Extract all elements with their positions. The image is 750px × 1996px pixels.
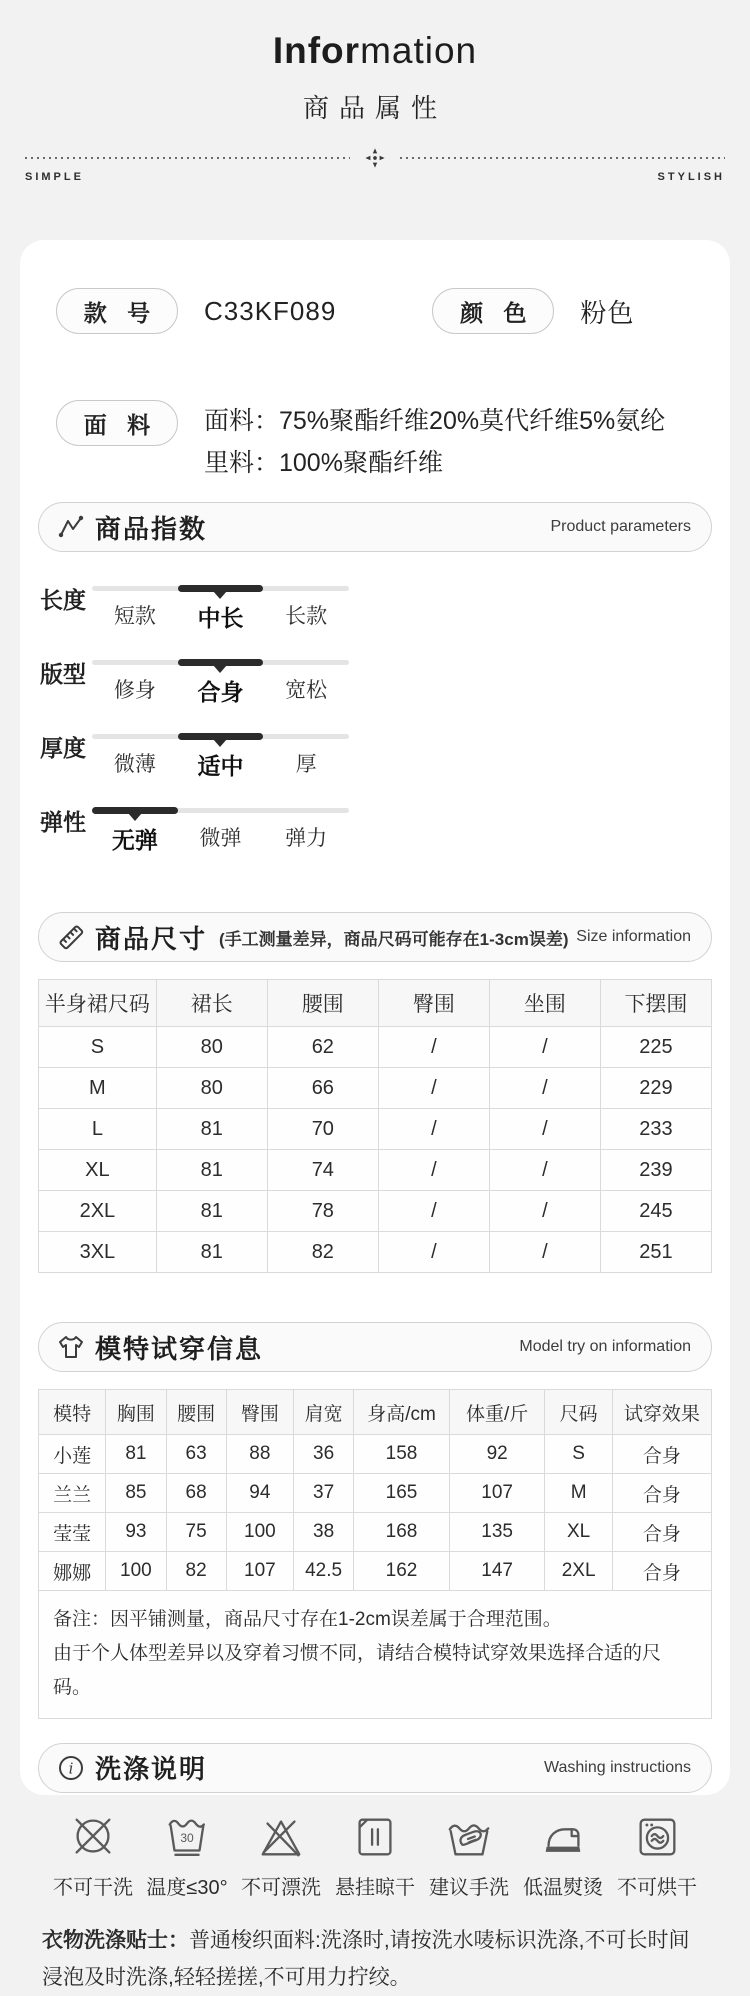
table-row <box>39 1068 712 1109</box>
fabric-pill: 面 料 <box>56 400 178 446</box>
product-parameters <box>38 576 712 855</box>
param-marker <box>213 665 227 673</box>
table-cell: 81 <box>156 1232 267 1273</box>
table-cell: 135 <box>449 1513 545 1552</box>
table-cell: S <box>545 1435 612 1474</box>
color-pill: 颜 色 <box>432 288 554 334</box>
column-header: 试穿效果 <box>612 1390 711 1435</box>
model-table <box>38 1389 712 1719</box>
ruler-icon <box>57 923 85 951</box>
table-cell: 74 <box>267 1150 378 1191</box>
table-cell: 莹莹 <box>39 1513 106 1552</box>
no-dry-clean-icon <box>67 1811 119 1863</box>
column-header: 模特 <box>39 1390 106 1435</box>
table-cell: 229 <box>600 1068 711 1109</box>
param-option: 厚 <box>295 753 317 776</box>
table-cell: 42.5 <box>294 1552 354 1591</box>
svg-text:30: 30 <box>180 1830 194 1845</box>
washing-tips <box>38 1922 712 1996</box>
section-en-model: Model try on information <box>519 1338 691 1355</box>
wash-item-no-tumble-dry <box>610 1811 704 1900</box>
table-cell: / <box>489 1068 600 1109</box>
param-label: 长度 <box>40 587 86 613</box>
param-label: 版型 <box>40 661 86 687</box>
dotted-line-right <box>400 157 725 159</box>
fabric-row <box>56 400 712 484</box>
wash-item-hang-dry <box>328 1811 422 1900</box>
table-cell: 239 <box>600 1150 711 1191</box>
table-cell: M <box>545 1474 612 1513</box>
title-light-part: mation <box>360 30 478 71</box>
column-header: 坐围 <box>489 980 600 1027</box>
table-header-row <box>39 980 712 1027</box>
table-cell: 小莲 <box>39 1435 106 1474</box>
column-header: 下摆围 <box>600 980 711 1027</box>
table-cell: 娜娜 <box>39 1552 106 1591</box>
param-label: 弹性 <box>40 809 86 835</box>
table-cell: 168 <box>354 1513 450 1552</box>
tshirt-icon <box>57 1333 85 1361</box>
table-cell: 62 <box>267 1027 378 1068</box>
zigzag-chart-icon <box>57 513 85 541</box>
table-cell: 合身 <box>612 1513 711 1552</box>
color-value: 粉色 <box>580 297 635 328</box>
table-cell: 兰兰 <box>39 1474 106 1513</box>
table-cell: 75 <box>166 1513 226 1552</box>
table-cell: / <box>378 1150 489 1191</box>
column-header: 半身裙尺码 <box>39 980 157 1027</box>
param-1 <box>40 650 349 707</box>
section-title-wash: 洗涤说明 <box>95 1754 208 1785</box>
column-header: 腰围 <box>166 1390 226 1435</box>
table-cell: / <box>489 1191 600 1232</box>
param-option: 长款 <box>285 605 328 628</box>
param-option: 合身 <box>197 679 244 705</box>
table-cell: 225 <box>600 1027 711 1068</box>
param-options <box>92 600 349 633</box>
table-cell: 合身 <box>612 1435 711 1474</box>
column-header: 体重/斤 <box>449 1390 545 1435</box>
table-cell: 88 <box>226 1435 293 1474</box>
table-cell: 68 <box>166 1474 226 1513</box>
wash-item-max-temp-30 <box>140 1811 234 1900</box>
table-cell: 233 <box>600 1109 711 1150</box>
table-cell: 66 <box>267 1068 378 1109</box>
page-subtitle: 商品属性 <box>302 93 447 123</box>
table-cell: L <box>39 1109 157 1150</box>
param-indicator <box>92 798 349 855</box>
note-line: 由于个人体型差异以及穿着习惯不同，请结合模特试穿效果选择合适的尺码。 <box>53 1643 662 1699</box>
section-title-size: 商品尺寸 <box>95 923 208 954</box>
column-header: 臀围 <box>378 980 489 1027</box>
title-bold-part: Infor <box>272 30 361 71</box>
table-cell: 3XL <box>39 1232 157 1273</box>
param-2 <box>40 724 349 781</box>
washing-tips-label: 衣物洗涤贴士： <box>42 1928 189 1952</box>
table-cell: 81 <box>156 1150 267 1191</box>
header-divider <box>0 147 750 169</box>
param-option: 微弹 <box>199 827 242 850</box>
param-options <box>92 822 349 855</box>
no-tumble-dry-icon <box>631 1811 683 1863</box>
column-header: 身高/cm <box>354 1390 450 1435</box>
param-label: 厚度 <box>40 735 86 761</box>
table-row <box>39 1232 712 1273</box>
wash-label: 低温熨烫 <box>523 1876 603 1899</box>
param-marker <box>213 739 227 747</box>
param-marker <box>128 813 142 821</box>
table-cell: 82 <box>267 1232 378 1273</box>
param-option: 修身 <box>113 679 156 702</box>
table-cell: / <box>378 1068 489 1109</box>
table-cell: 80 <box>156 1027 267 1068</box>
param-option: 短款 <box>113 605 156 628</box>
wash-care-icons <box>38 1811 712 1900</box>
column-header: 腰围 <box>267 980 378 1027</box>
wash-label: 建议手洗 <box>429 1876 509 1899</box>
section-en-index: Product parameters <box>550 518 691 535</box>
hand-wash-icon <box>443 1811 495 1863</box>
table-row <box>39 1513 712 1552</box>
table-cell: 37 <box>294 1474 354 1513</box>
table-cell: M <box>39 1068 157 1109</box>
table-cell: / <box>378 1109 489 1150</box>
style-no-value: C33KF089 <box>204 295 337 326</box>
section-header-size <box>38 912 712 962</box>
style-no-pill: 款 号 <box>56 288 178 334</box>
table-cell: 147 <box>449 1552 545 1591</box>
simple-tag: SIMPLE <box>25 171 84 183</box>
table-row <box>39 1109 712 1150</box>
section-en-size: Size information <box>576 928 691 945</box>
table-cell: / <box>378 1027 489 1068</box>
section-header-wash <box>38 1743 712 1793</box>
table-cell: / <box>489 1109 600 1150</box>
note-line: 备注：因平铺测量，商品尺寸存在1-2cm误差属于合理范围。 <box>53 1609 562 1630</box>
size-measure-note: (手工测量差异，商品尺码可能存在1-3cm误差) <box>219 929 569 949</box>
fabric-text <box>204 400 665 484</box>
param-track <box>92 660 349 665</box>
table-cell: / <box>489 1232 600 1273</box>
wash-item-no-bleach <box>234 1811 328 1900</box>
table-cell: 80 <box>156 1068 267 1109</box>
measure-note <box>39 1591 712 1719</box>
table-cell: 81 <box>156 1109 267 1150</box>
color-group <box>432 288 634 334</box>
column-header: 尺码 <box>545 1390 612 1435</box>
stylish-tag: STYLISH <box>657 171 725 183</box>
dotted-line-left <box>25 157 350 159</box>
param-option: 微薄 <box>113 753 156 776</box>
wash-label: 不可烘干 <box>617 1876 697 1899</box>
max-temp-30-icon <box>161 1811 213 1863</box>
table-header-row <box>39 1390 712 1435</box>
table-row <box>39 1552 712 1591</box>
table-cell: 合身 <box>612 1552 711 1591</box>
table-cell: / <box>489 1027 600 1068</box>
table-cell: 63 <box>166 1435 226 1474</box>
wash-item-low-iron <box>516 1811 610 1900</box>
table-row <box>39 1027 712 1068</box>
param-option: 无弹 <box>111 827 158 853</box>
table-cell: 81 <box>156 1191 267 1232</box>
param-track <box>92 734 349 739</box>
no-bleach-icon <box>255 1811 307 1863</box>
page-title <box>0 30 750 72</box>
param-option: 宽松 <box>285 679 328 702</box>
wash-label: 不可漂洗 <box>241 1876 321 1899</box>
table-cell: / <box>489 1150 600 1191</box>
table-row <box>39 1150 712 1191</box>
column-header: 胸围 <box>106 1390 166 1435</box>
hang-dry-icon <box>349 1811 401 1863</box>
table-row <box>39 1191 712 1232</box>
table-cell: 82 <box>166 1552 226 1591</box>
table-cell: 158 <box>354 1435 450 1474</box>
param-option: 弹力 <box>285 827 328 850</box>
column-header: 裙长 <box>156 980 267 1027</box>
table-cell: 100 <box>226 1513 293 1552</box>
wash-label: 温度≤30° <box>146 1876 228 1899</box>
table-cell: 162 <box>354 1552 450 1591</box>
table-cell: 94 <box>226 1474 293 1513</box>
param-option: 适中 <box>197 753 244 779</box>
param-options <box>92 748 349 781</box>
style-color-row <box>56 288 712 334</box>
table-row <box>39 1474 712 1513</box>
section-en-wash: Washing instructions <box>543 1758 691 1776</box>
wash-label: 悬挂晾干 <box>335 1876 415 1899</box>
table-cell: / <box>378 1191 489 1232</box>
wash-item-no-dry-clean <box>46 1811 140 1900</box>
table-cell: 合身 <box>612 1474 711 1513</box>
table-cell: XL <box>39 1150 157 1191</box>
svg-text:i: i <box>68 1759 74 1778</box>
table-cell: XL <box>545 1513 612 1552</box>
product-info-card <box>20 240 730 1989</box>
table-cell: 78 <box>267 1191 378 1232</box>
table-cell: 36 <box>294 1435 354 1474</box>
column-header: 肩宽 <box>294 1390 354 1435</box>
param-indicator <box>92 576 349 633</box>
section-title-model: 模特试穿信息 <box>95 1333 264 1364</box>
param-track <box>92 586 349 591</box>
washing-tips-text: 普通梭织面料:洗涤时,请按洗水唛标识洗涤,不可长时间浸泡及时洗涤,轻轻搓搓,不可用力拧绞。 <box>42 1928 690 1989</box>
param-track <box>92 808 349 813</box>
fabric-line-shell: 面料：75%聚酯纤维20%莫代纤维5%氨纶 <box>204 407 666 435</box>
table-cell: 70 <box>267 1109 378 1150</box>
size-table <box>38 979 712 1273</box>
section-title-index: 商品指数 <box>95 513 208 544</box>
table-cell: 81 <box>106 1435 166 1474</box>
table-cell: / <box>378 1232 489 1273</box>
param-options <box>92 674 349 707</box>
column-header: 臀围 <box>226 1390 293 1435</box>
param-option: 中长 <box>197 605 244 631</box>
param-marker <box>213 591 227 599</box>
param-indicator <box>92 724 349 781</box>
section-header-index <box>38 502 712 552</box>
table-cell: S <box>39 1027 157 1068</box>
section-header-model <box>38 1322 712 1372</box>
page-header <box>0 0 750 125</box>
table-cell: 100 <box>106 1552 166 1591</box>
table-cell: 92 <box>449 1435 545 1474</box>
table-cell: 38 <box>294 1513 354 1552</box>
compass-plus-icon <box>364 147 386 169</box>
table-cell: 85 <box>106 1474 166 1513</box>
table-cell: 165 <box>354 1474 450 1513</box>
table-cell: 93 <box>106 1513 166 1552</box>
table-cell: 251 <box>600 1232 711 1273</box>
table-cell: 2XL <box>39 1191 157 1232</box>
table-cell: 107 <box>449 1474 545 1513</box>
table-note-row <box>39 1591 712 1719</box>
info-icon <box>57 1754 85 1782</box>
wash-label: 不可干洗 <box>53 1876 133 1899</box>
wash-item-hand-wash <box>422 1811 516 1900</box>
low-iron-icon <box>537 1811 589 1863</box>
param-3 <box>40 798 349 855</box>
table-row <box>39 1435 712 1474</box>
param-indicator <box>92 650 349 707</box>
param-0 <box>40 576 349 633</box>
table-cell: 107 <box>226 1552 293 1591</box>
table-cell: 245 <box>600 1191 711 1232</box>
table-cell: 2XL <box>545 1552 612 1591</box>
fabric-line-lining: 里料：100%聚酯纤维 <box>204 449 443 477</box>
header-tags <box>0 169 750 183</box>
